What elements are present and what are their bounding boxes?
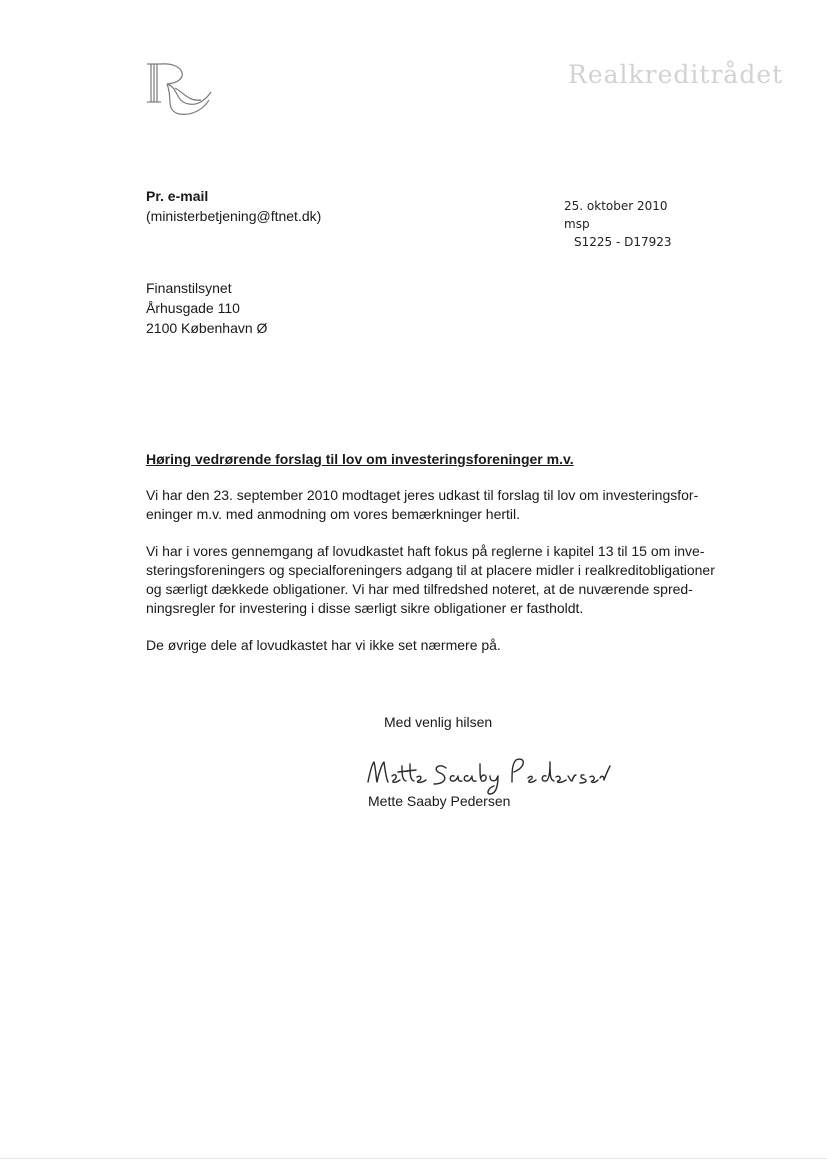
rk-monogram-logo-icon <box>145 58 217 120</box>
recipient-street: Århusgade 110 <box>146 300 240 316</box>
body-paragraph-1 <box>146 486 716 524</box>
letter-body <box>146 486 716 673</box>
signer-name: Mette Saaby Pedersen <box>368 793 511 809</box>
body-line: steringsforeningers og specialforeningers adgang til at placere midler i realkreditobligationer <box>146 562 715 578</box>
delivery-block <box>146 186 321 226</box>
body-line: eninger m.v. med anmodning om vores bemærkninger hertil. <box>146 506 521 522</box>
body-line: ningsregler for investering i disse særligt sikre obligationer er fastholdt. <box>146 600 584 616</box>
page-bottom-edge <box>0 1158 827 1159</box>
body-paragraph-2 <box>146 542 716 618</box>
recipient-address <box>146 278 267 338</box>
body-paragraph-3 <box>146 636 716 655</box>
body-line: Vi har den 23. september 2010 modtaget jeres udkast til forslag til lov om investeringsfor- <box>146 487 699 503</box>
letter-initials: msp <box>564 217 590 231</box>
closing-salutation: Med venlig hilsen <box>384 714 493 730</box>
letter-reference: S1225 - D17923 <box>574 235 672 249</box>
delivery-email: (ministerbetjening@ftnet.dk) <box>146 208 322 224</box>
letter-meta <box>564 197 672 251</box>
letter-subject: Høring vedrørende forslag til lov om investeringsforeninger m.v. <box>146 451 574 467</box>
recipient-city: 2100 København Ø <box>146 320 268 336</box>
body-line: De øvrige dele af lovudkastet har vi ikke set nærmere på. <box>146 637 501 653</box>
body-line: og særligt dækkede obligationer. Vi har med tilfredshed noteret, at de nuværende spred- <box>146 581 693 597</box>
recipient-name: Finanstilsynet <box>146 280 232 296</box>
delivery-method: Pr. e-mail <box>146 188 209 204</box>
letter-date: 25. oktober 2010 <box>564 199 668 213</box>
handwritten-signature <box>362 748 612 798</box>
body-line: Vi har i vores gennemgang af lovudkastet haft fokus på reglerne i kapitel 13 til 15 om inve- <box>146 543 705 559</box>
letterhead-organization-name: Realkreditrådet <box>568 60 784 89</box>
